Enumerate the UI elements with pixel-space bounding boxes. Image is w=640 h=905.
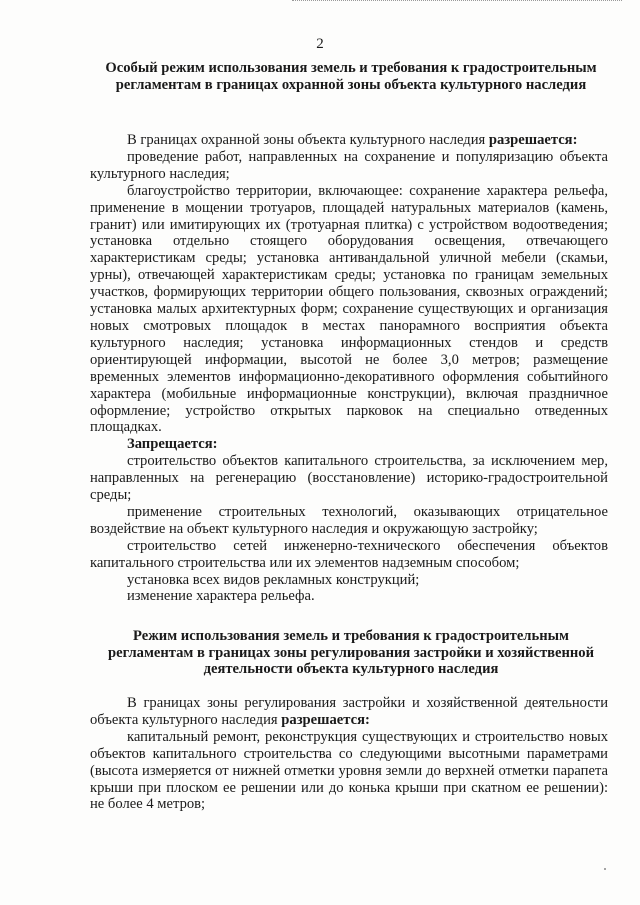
scan-speck <box>604 868 606 870</box>
section1-body <box>90 132 608 605</box>
section1-allowed-intro-text: В границах охранной зоны объекта культурного наследия <box>127 132 486 148</box>
section1-allowed-item: благоустройство территории, включающее: сохранение характера рельефа, применение в мощении тротуаров, площадей натуральных материалов (камень, гранит) или имитирующих их (тротуарная плитка) с устройством водоотведения; установка отдельно стоящего оборудования освещения, отвечающего характеристикам среды; установка антивандальной уличной мебели (скамьи, урны), отвечающей характеристикам среды; установка по границам земельных участков, формирующих территории общего пользования, сквозных ограждений; установка малых архитектурных форм; сохранение существующих и организация новых смотровых площадок в местах панорамного восприятия объекта культурного наследия; установка информационных стендов и средств ориентирующей информации, высотой не более 3,0 метров; размещение временных элементов информационно-декоративного оформления событийного характера (мобильные информационные конструкции), включая праздничное оформление; устройство открытых парковок на специально отведенных площадках. <box>90 182 608 436</box>
section1-prohibited-item: изменение характера рельефа. <box>127 588 315 605</box>
section2-allowed-intro <box>90 695 608 729</box>
section1-prohibited-item: применение строительных технологий, оказывающих отрицательное воздействие на объект культурного наследия и окружающую застройку; <box>90 503 608 537</box>
section2-allowed-keyword: разрешается: <box>281 711 370 728</box>
section2-allowed-intro-text: В границах зоны регулирования застройки и хозяйственной деятельности объекта культурного наследия <box>90 695 608 728</box>
section1-prohibited-keyword: Запрещается: <box>127 436 218 453</box>
section1-allowed-item: проведение работ, направленных на сохранение и популяризацию объекта культурного наследия; <box>90 148 608 182</box>
section1-allowed-keyword: разрешается: <box>488 132 578 148</box>
section1-prohibited-item: строительство сетей инженерно-технического обеспечения объектов капитального строительства или их элементов надземным способом; <box>90 537 608 571</box>
section1-allowed-intro <box>90 132 608 149</box>
scan-artifact-line <box>292 0 622 3</box>
section2-allowed-item: капитальный ремонт, реконструкция существующих и строительство новых объектов капитального строительства со следующими высотными параметрами (высота измеряется от нижней отметки уровня земли до верхней отметки парапета крыши при плоском ее решении или до конька крыши при скатном ее решении): не более 4 метров; <box>90 728 608 813</box>
section1-prohibited-item: установка всех видов рекламных конструкций; <box>127 571 420 588</box>
section1-title: Особый режим использования земель и требования к градостроительным регламентам в границах охранной зоны объекта культурного наследия <box>105 60 597 93</box>
section2-body <box>90 695 608 813</box>
section1-prohibited-item: строительство объектов капитального строительства, за исключением мер, направленных на регенерацию (восстановление) историко-градостроительной среды; <box>90 453 608 504</box>
section1-prohibited-heading <box>90 436 608 453</box>
section2-title: Режим использования земель и требования к градостроительным регламентам в границах зоны регулирования застройки и хозяйственной деятельности объекта культурного наследия <box>108 628 594 677</box>
page-number: 2 <box>316 36 324 52</box>
